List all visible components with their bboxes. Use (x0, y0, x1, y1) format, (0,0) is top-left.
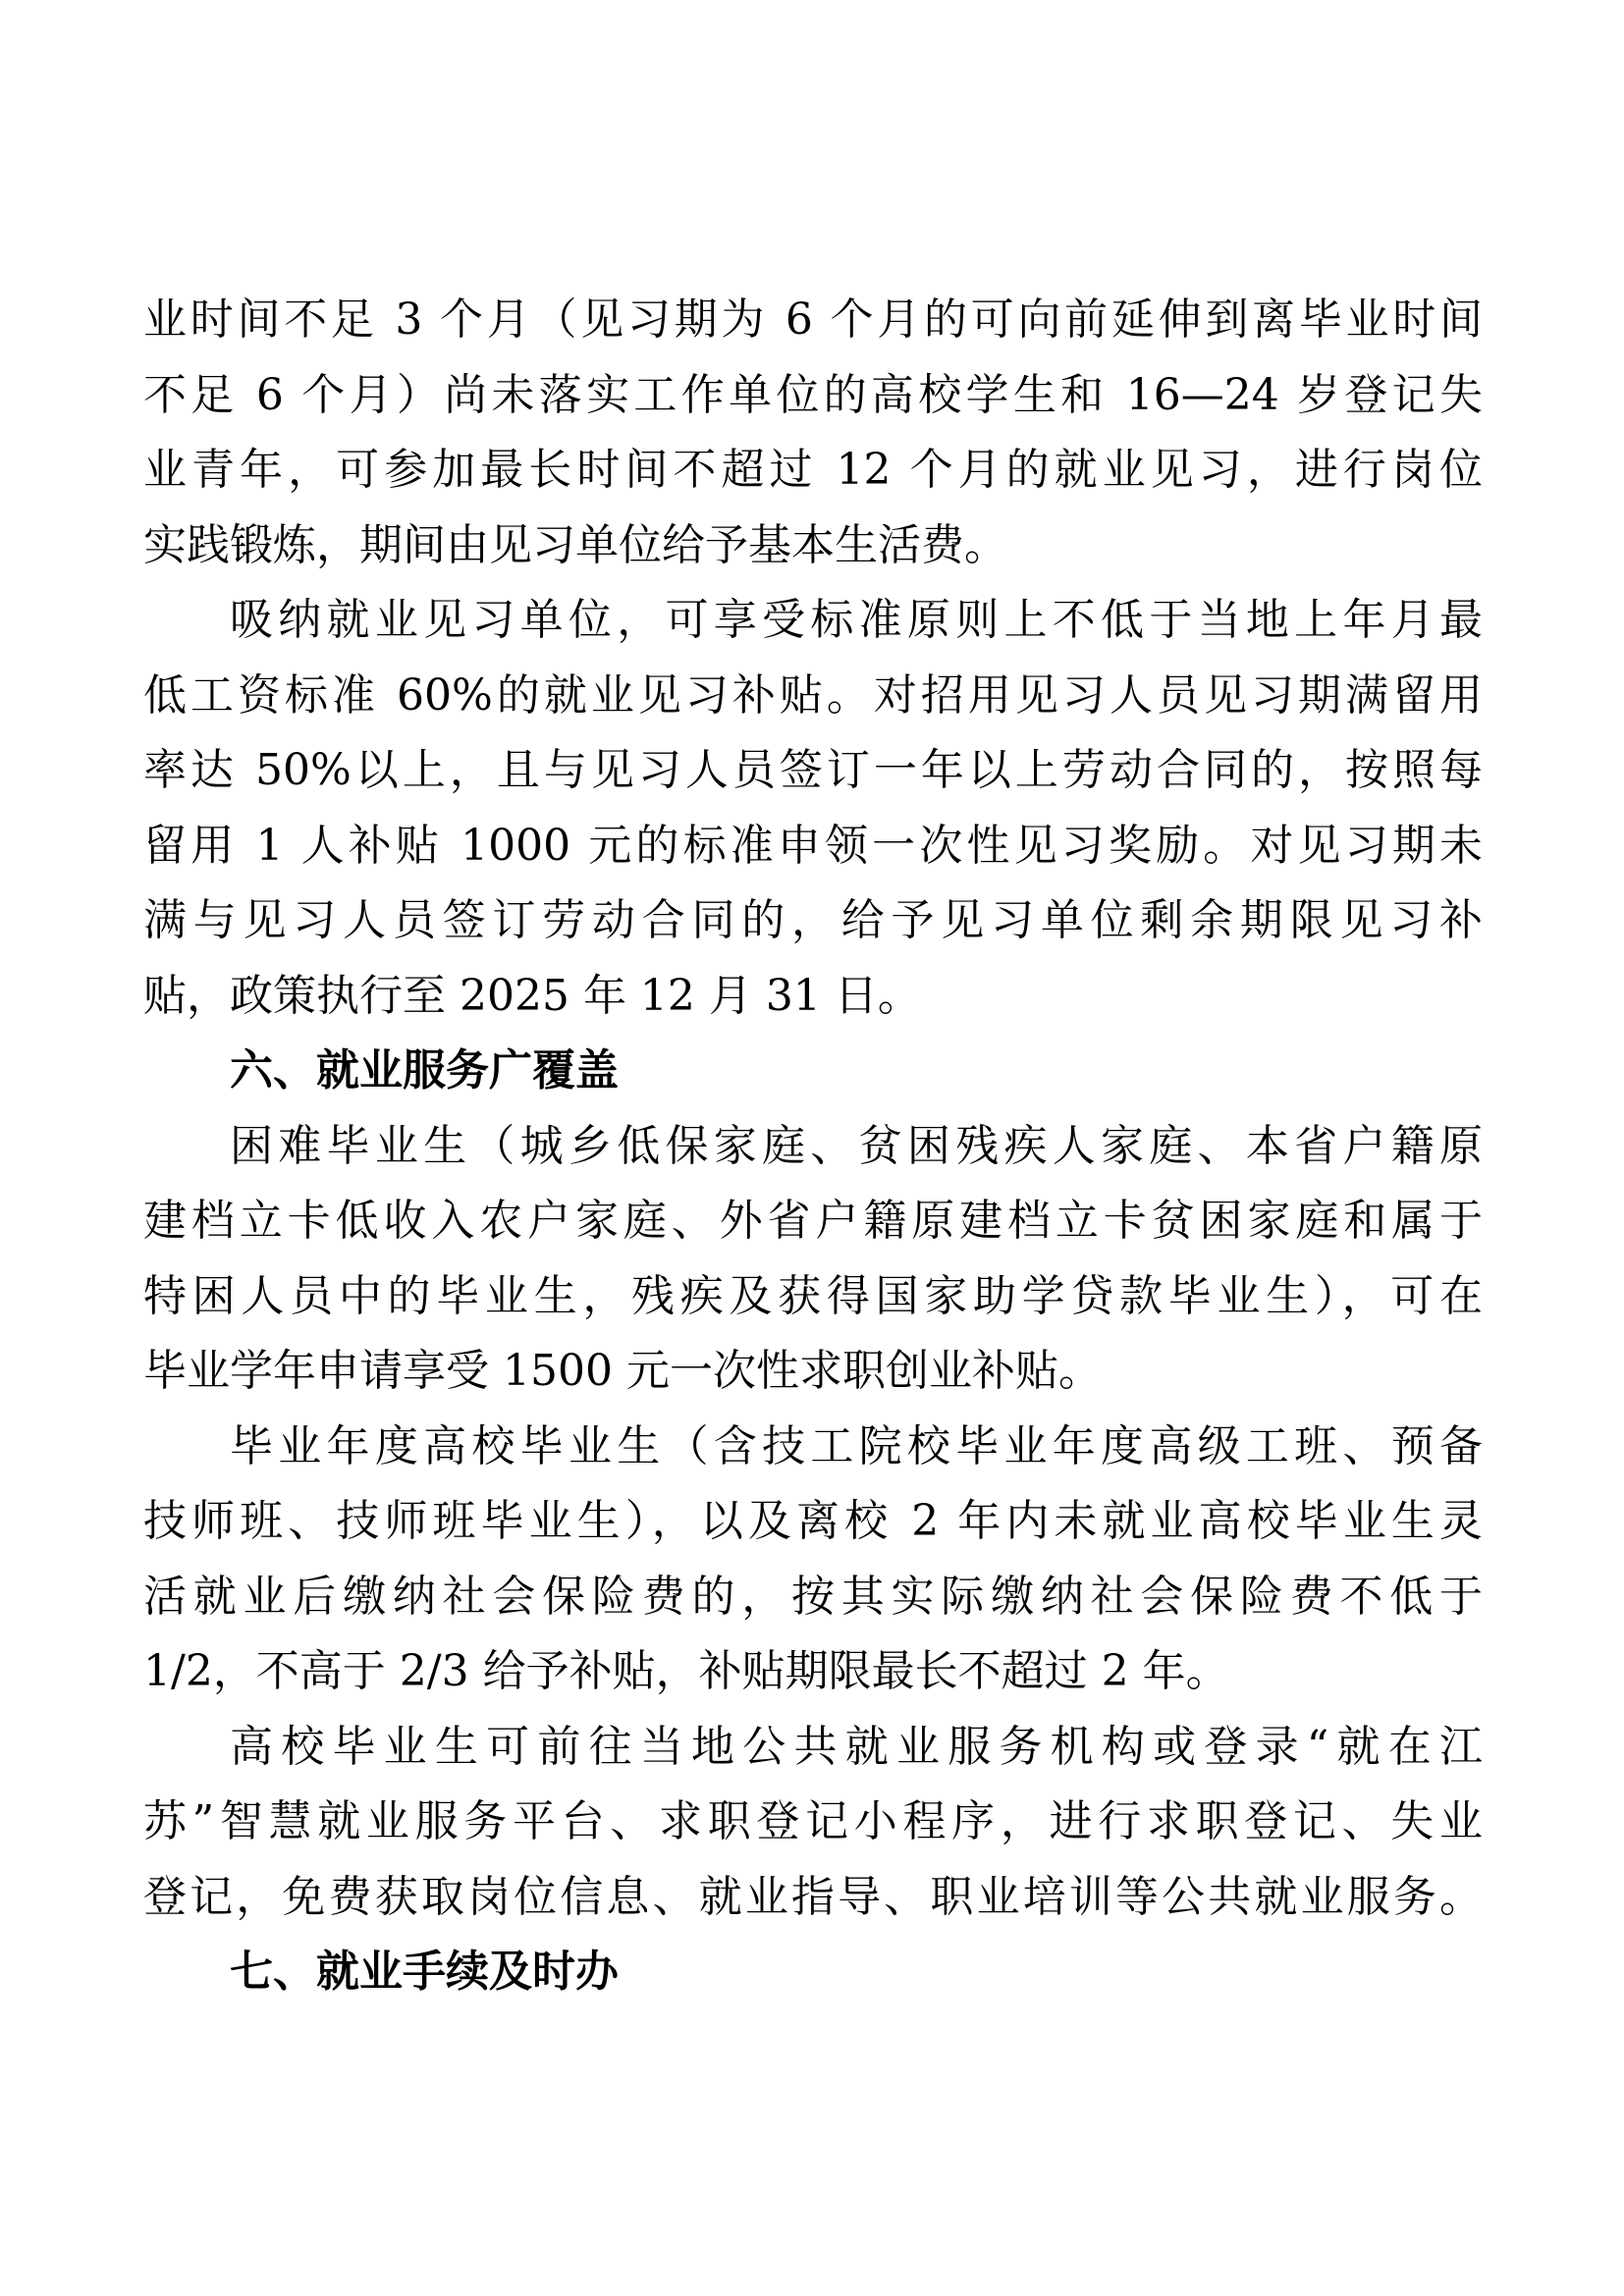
text-line: 活就业后缴纳社会保险费的，按其实际缴纳社会保险费不低于 (143, 1571, 1483, 1622)
section-heading: 七、就业手续及时办 (230, 1948, 619, 1996)
text-line: 满与见习人员签订劳动合同的，给予见习单位剩余期限见习补 (143, 895, 1483, 945)
text-line: 业时间不足 3 个月（见习期为 6 个月的可向前延伸到离毕业时间 (143, 294, 1483, 345)
text-line: 高校毕业生可前往当地公共就业服务机构或登录“就在江 (230, 1721, 1483, 1772)
text-line: 1/2，不高于 2/3 给予补贴，补贴期限最长不超过 2 年。 (143, 1646, 1229, 1696)
text-line: 贴，政策执行至 2025 年 12 月 31 日。 (143, 970, 921, 1021)
text-line: 吸纳就业见习单位，可享受标准原则上不低于当地上年月最 (230, 595, 1483, 645)
text-line: 毕业学年申请享受 1500 元一次性求职创业补贴。 (143, 1346, 1102, 1396)
text-line: 困难毕业生（城乡低保家庭、贫困残疾人家庭、本省户籍原 (230, 1120, 1483, 1171)
text-line: 不足 6 个月）尚未落实工作单位的高校学生和 16—24 岁登记失 (143, 369, 1483, 420)
document-content (143, 283, 1483, 2010)
text-line: 技师班、技师班毕业生），以及离校 2 年内未就业高校毕业生灵 (143, 1496, 1483, 1546)
text-line: 苏”智慧就业服务平台、求职登记小程序，进行求职登记、失业 (143, 1796, 1483, 1846)
text-line: 留用 1 人补贴 1000 元的标准申领一次性见习奖励。对见习期未 (143, 820, 1483, 871)
text-line: 建档立卡低收入农户家庭、外省户籍原建档立卡贫困家庭和属于 (143, 1196, 1483, 1246)
section-heading: 六、就业服务广覆盖 (230, 1046, 619, 1095)
text-line: 毕业年度高校毕业生（含技工院校毕业年度高级工班、预备 (230, 1420, 1483, 1471)
text-line: 业青年，可参加最长时间不超过 12 个月的就业见习，进行岗位 (143, 445, 1483, 495)
text-line: 低工资标准 60%的就业见习补贴。对招用见习人员见习期满留用 (143, 669, 1483, 721)
text-line: 特困人员中的毕业生，残疾及获得国家助学贷款毕业生），可在 (143, 1270, 1483, 1321)
text-line: 实践锻炼，期间由见习单位给予基本生活费。 (143, 519, 1007, 570)
text-line: 登记，免费获取岗位信息、就业指导、职业培训等公共就业服务。 (143, 1871, 1483, 1922)
text-line: 率达 50%以上，且与见习人员签订一年以上劳动合同的，按照每 (143, 745, 1483, 795)
